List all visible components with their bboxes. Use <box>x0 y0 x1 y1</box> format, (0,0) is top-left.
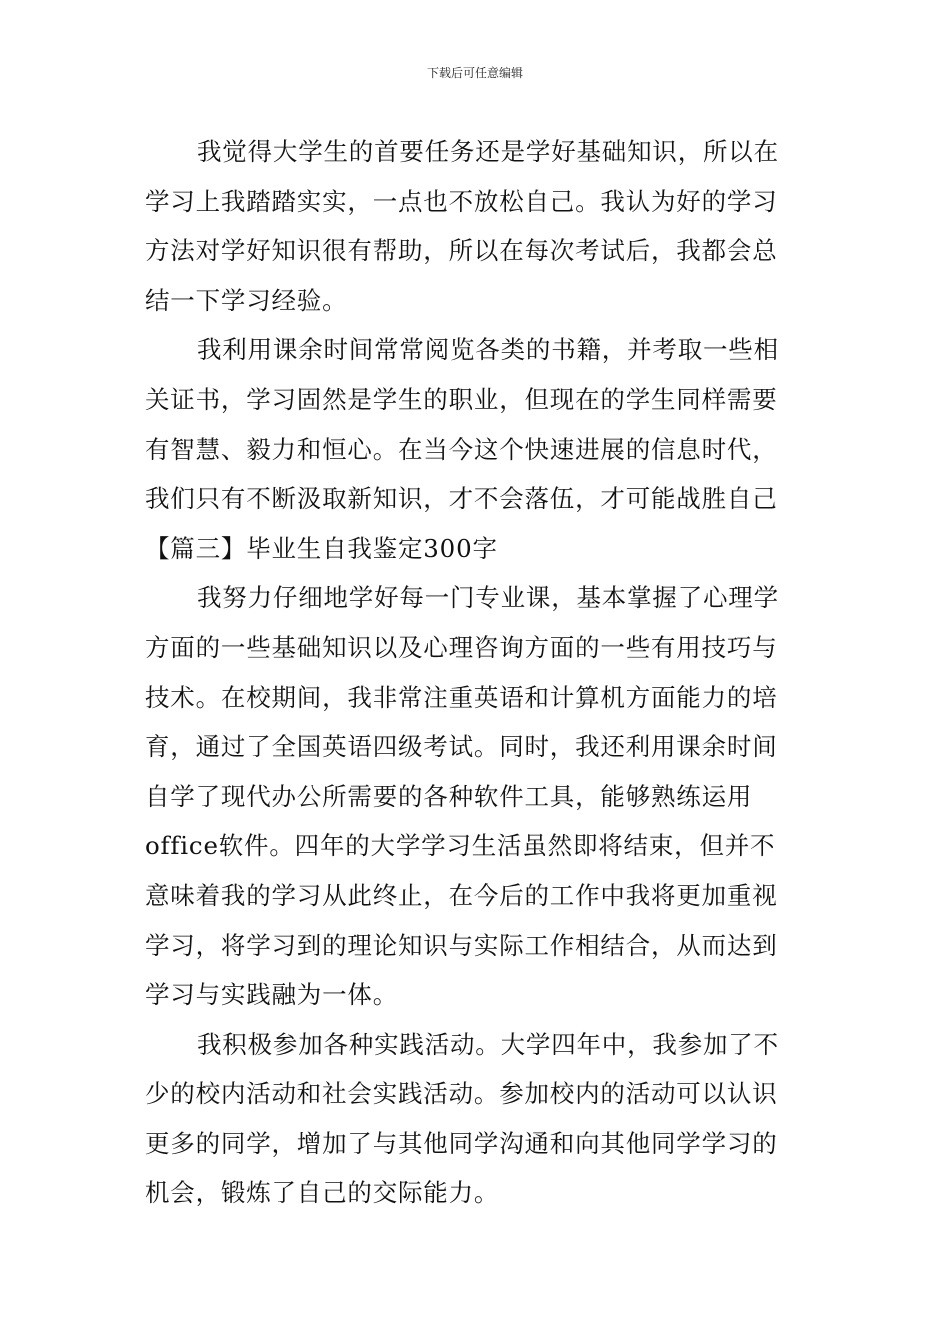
text-line: 方面的一些基础知识以及心理咨询方面的一些有用技巧与 <box>145 632 778 662</box>
text-line: 学习与实践融为一体。 <box>145 980 398 1010</box>
text-line: 我积极参加各种实践活动。大学四年中，我参加了不 <box>197 1029 779 1059</box>
text-line: 方法对学好知识很有帮助，所以在每次考试后，我都会总 <box>145 236 778 266</box>
heading-text: 【篇三】毕业生自我鉴定300字 <box>145 533 498 563</box>
text-line: 我们只有不断汲取新知识，才不会落伍，才可能战胜自己 <box>145 484 778 514</box>
text-line: 关证书，学习固然是学生的职业，但现在的学生同样需要 <box>145 384 778 414</box>
text-line: 育，通过了全国英语四级考试。同时，我还利用课余时间 <box>145 732 778 762</box>
page-header: 下载后可任意编辑 <box>426 66 523 80</box>
paragraph-practice-activities <box>145 1020 810 1218</box>
text-line: 学习，将学习到的理论知识与实际工作相结合，从而达到 <box>145 930 778 960</box>
text-line: 技术。在校期间，我非常注重英语和计算机方面能力的培 <box>145 682 778 712</box>
text-line: 机会，锻炼了自己的交际能力。 <box>145 1178 500 1208</box>
text-line: 少的校内活动和社会实践活动。参加校内的活动可以认识 <box>145 1079 778 1109</box>
text-line: 我利用课余时间常常阅览各类的书籍，并考取一些相 <box>197 335 779 365</box>
text-line: office软件。四年的大学学习生活虽然即将结束，但并不 <box>145 831 776 861</box>
paragraph-study-basics <box>145 127 810 325</box>
text-line: 自学了现代办公所需要的各种软件工具，能够熟练运用 <box>145 781 753 811</box>
text-line: 有智慧、毅力和恒心。在当今这个快速进展的信息时代， <box>145 434 778 464</box>
paragraph-major-courses <box>145 573 810 1019</box>
document-body <box>145 127 810 1218</box>
paragraph-reading <box>145 325 810 523</box>
text-line: 我努力仔细地学好每一门专业课，基本掌握了心理学 <box>197 583 779 613</box>
section-heading <box>145 524 810 574</box>
text-line: 我觉得大学生的首要任务还是学好基础知识，所以在 <box>197 137 779 166</box>
text-line: 意味着我的学习从此终止，在今后的工作中我将更加重视 <box>145 880 778 910</box>
text-line: 更多的同学，增加了与其他同学沟通和向其他同学学习的 <box>145 1128 778 1158</box>
text-line: 学习上我踏踏实实，一点也不放松自己。我认为好的学习 <box>145 186 778 216</box>
text-line: 结一下学习经验。 <box>145 285 348 315</box>
